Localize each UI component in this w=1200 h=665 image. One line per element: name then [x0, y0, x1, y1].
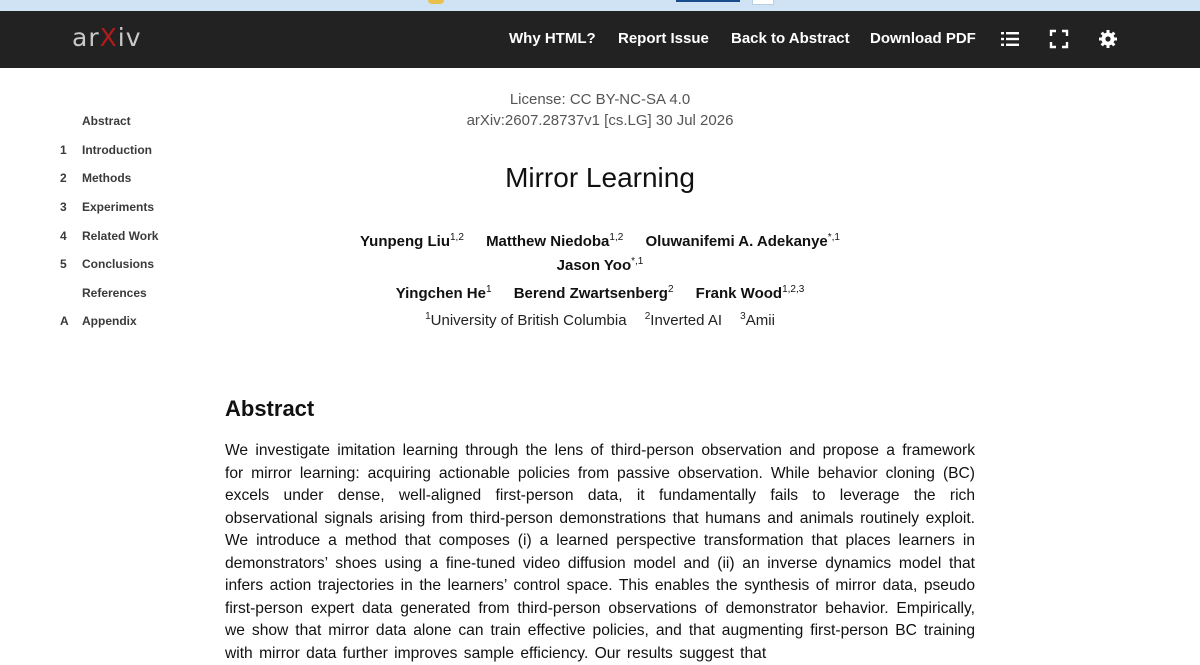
list-icon[interactable]	[999, 28, 1021, 50]
affiliation: $^1$University of British Columbia	[425, 311, 627, 329]
download-pdf-link[interactable]: Download PDF	[870, 30, 976, 47]
abstract-heading: Abstract	[225, 396, 315, 421]
banner-close-box[interactable]	[752, 0, 774, 5]
affiliation: $^2$Inverted AI	[644, 311, 722, 329]
license-line: License: CC BY-NC-SA 4.0	[509, 91, 691, 108]
abstract-body: We investigate imitation learning through the lens of third-person observation and propose a framework for mirror learning: acquiring actionable policies from passive observation. While behavior cloning (BC) excels under dense, well-aligned first-person data, it fundamentally fails to leverage the rich observational signals arising from third-person demonstrations that humans and animals routinely exploit. We introduce a method that composes (i) a learned perspective transformation that places learners in demonstrators’ shoes using a fine-tuned video diffusion model and (ii) an inverse dynamics model that infers action trajectories in the learners’ control space. This enables the synthesis of mirror data, pseudo first-person expert data generated from third-person observations of demonstrator behavior. Empirically, we show that mirror data alone can train effective policies, and that augmenting first-person BC training with mirror data further improves sample efficiency. Our results suggest that	[225, 442, 975, 662]
browser-banner-strip	[0, 0, 1200, 11]
settings-icon[interactable]	[1097, 28, 1119, 50]
author-name: Frank Wood$^{1,2,3}$	[695, 284, 805, 302]
author-name: Yunpeng Liu$^{1,2}$	[359, 232, 464, 250]
author-line-2	[300, 256, 900, 274]
why-html-link[interactable]: Why HTML?	[509, 30, 596, 47]
author-line-3	[300, 284, 900, 302]
author-name: Berend Zwartsenberg$^2$	[513, 284, 674, 302]
paper-title: Mirror Learning	[505, 162, 695, 193]
report-issue-link[interactable]: Report Issue	[618, 30, 709, 47]
affiliations-line	[300, 311, 900, 329]
author-name: Jason Yoo$^{*,1}$	[556, 256, 644, 274]
affiliation: $^3$Amii	[740, 311, 775, 329]
fullscreen-icon[interactable]	[1048, 28, 1070, 50]
arxiv-logo[interactable]: arXiv	[72, 23, 142, 52]
back-to-abstract-link[interactable]: Back to Abstract	[731, 30, 850, 47]
banner-link-underline[interactable]	[676, 0, 740, 2]
author-name: Yingchen He$^1$	[395, 284, 492, 302]
banner-emoji-icon	[428, 0, 444, 4]
author-name: Matthew Niedoba$^{1,2}$	[486, 232, 624, 250]
author-line-1	[300, 232, 900, 250]
top-navbar	[0, 11, 1200, 68]
author-name: Oluwanifemi A. Adekanye$^{*,1}$	[645, 232, 840, 250]
arxiv-id-line: arXiv:2607.28737v1 [cs.LG] 30 Jul 2026	[466, 112, 734, 129]
